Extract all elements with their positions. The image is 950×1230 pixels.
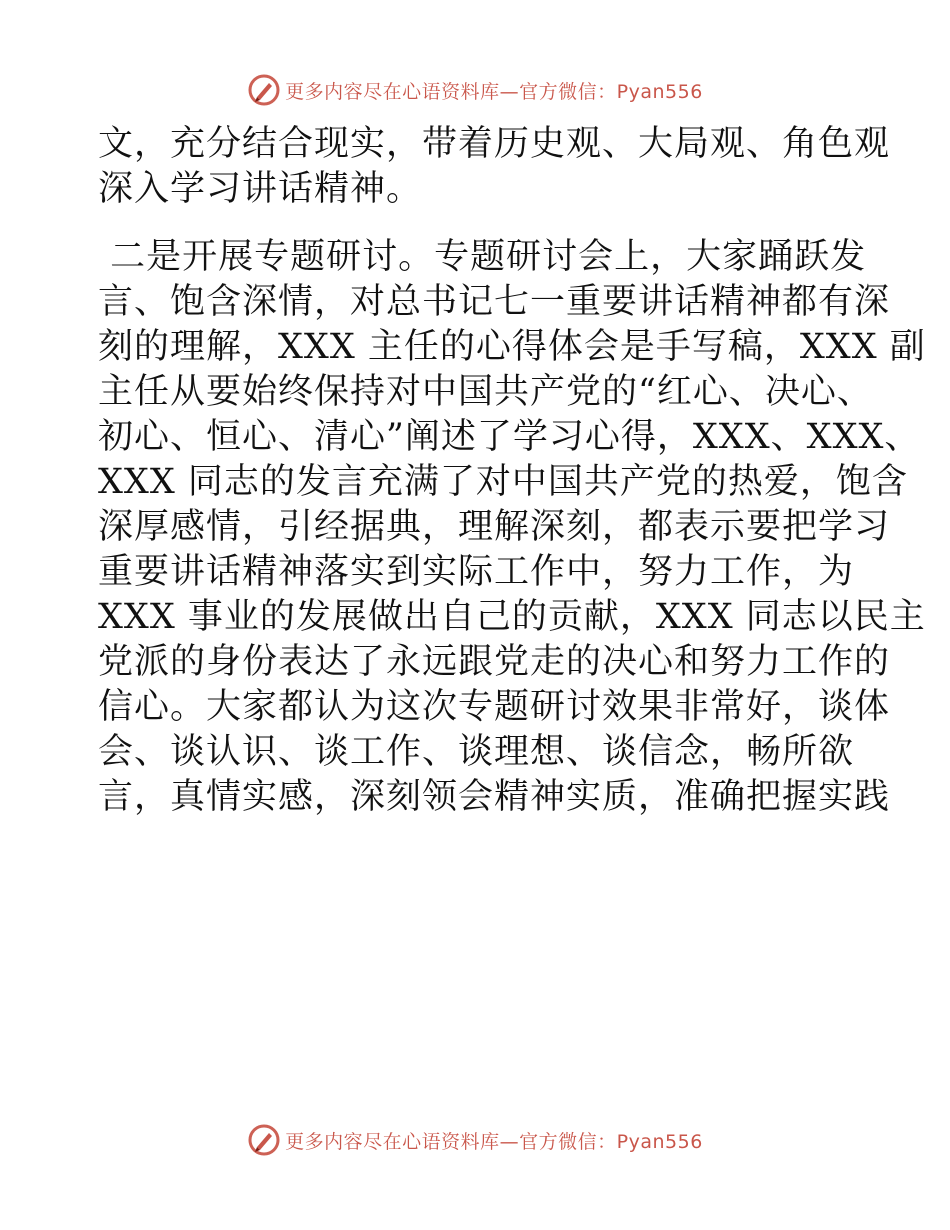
text-line: 二是开展专题研讨。专题研讨会上，大家踊跃发: [98, 237, 867, 277]
paragraph-1: [98, 122, 891, 212]
text-line: 刻的理解，XXX 主任的心得体会是手写稿，XXX 副: [98, 327, 926, 367]
text-line: 重要讲话精神落实到实际工作中，努力工作，为: [98, 552, 855, 592]
text-line: 言、饱含深情，对总书记七一重要讲话精神都有深: [98, 282, 891, 322]
text-line: XXX 事业的发展做出自己的贡献，XXX 同志以民主: [98, 597, 926, 637]
text-line: 言，真情实感，深刻领会精神实质，准确把握实践: [98, 777, 891, 817]
text-line: 深厚感情，引经据典，理解深刻，都表示要把学习: [98, 507, 891, 547]
pen-logo-icon: [247, 1123, 281, 1157]
text-line: 党派的身份表达了永远跟党走的决心和努力工作的: [98, 642, 891, 682]
header-watermark: [0, 70, 950, 110]
pen-logo-icon: [247, 73, 281, 107]
watermark-text: 更多内容尽在心语资料库—官方微信：Pyan556: [285, 80, 703, 103]
text-line: XXX 同志的发言充满了对中国共产党的热爱，饱含: [98, 462, 908, 502]
watermark-text: 更多内容尽在心语资料库—官方微信：Pyan556: [285, 1130, 703, 1153]
document-body: [98, 122, 926, 820]
text-line: 文，充分结合现实，带着历史观、大局观、角色观: [98, 124, 891, 164]
footer-watermark: [0, 1120, 950, 1160]
text-line: 深入学习讲话精神。: [98, 169, 423, 209]
paragraph-2: [98, 235, 926, 820]
text-line: 主任从要始终保持对中国共产党的“红心、决心、: [98, 372, 873, 412]
text-line: 信心。大家都认为这次专题研讨效果非常好，谈体: [98, 687, 891, 727]
text-line: 会、谈认识、谈工作、谈理想、谈信念，畅所欲: [98, 732, 855, 772]
text-line: 初心、恒心、清心”阐述了学习心得，XXX、XXX、: [98, 417, 921, 457]
